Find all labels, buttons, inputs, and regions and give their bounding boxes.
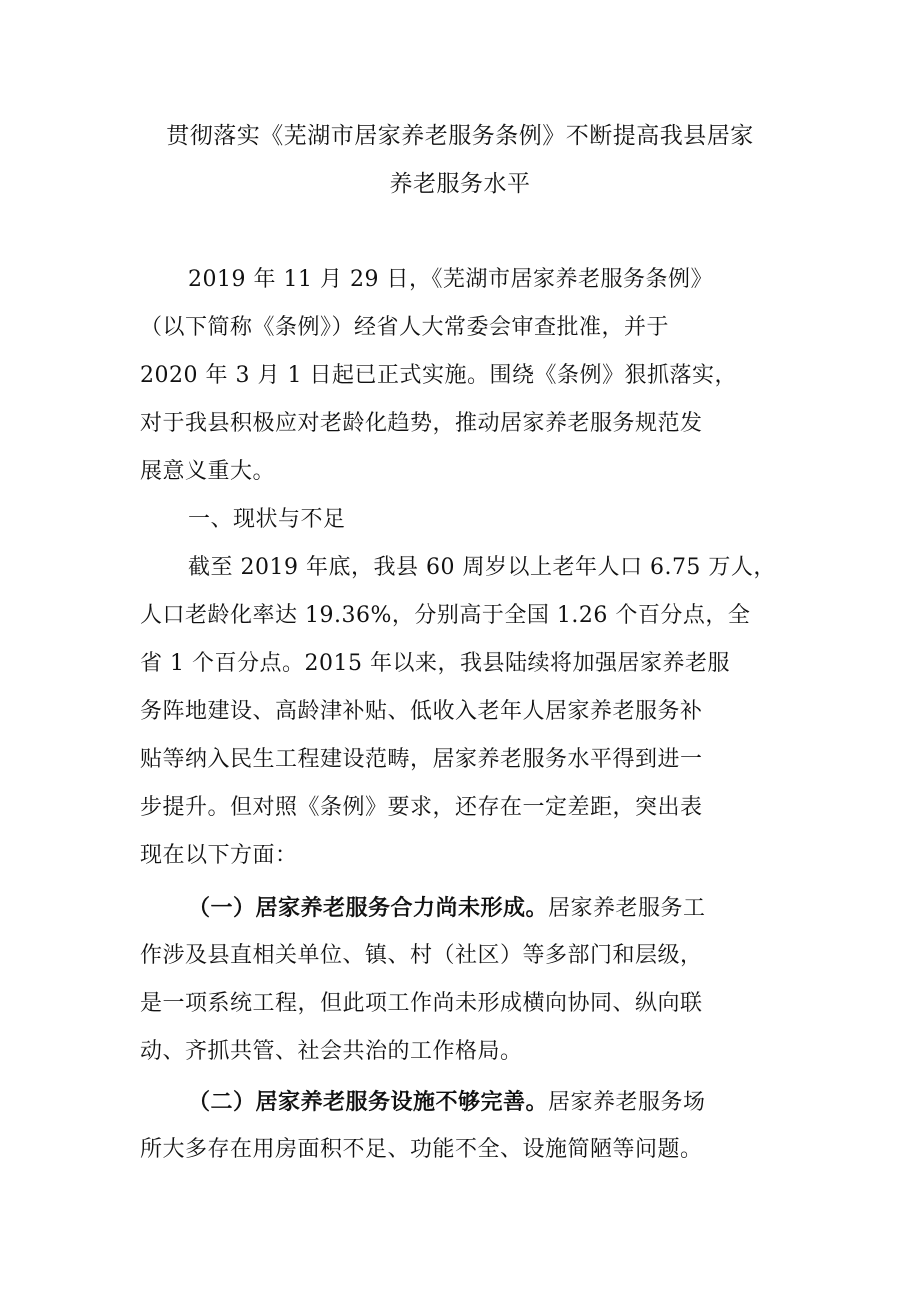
status-line: 人口老龄化率达 19.36%，分别高于全国 1.26 个百分点，全: [140, 603, 751, 628]
title-line-2: 养老服务水平: [389, 171, 531, 197]
intro-paragraph: [140, 256, 790, 496]
intro-line: 2019 年 11 月 29 日，《芜湖市居家养老服务条例》: [188, 267, 713, 292]
item-1-text: 居家养老服务工: [548, 896, 706, 921]
item-2-text: 居家养老服务场: [548, 1090, 706, 1115]
item-1-line: 是一项系统工程，但此项工作尚未形成横向协同、纵向联: [140, 991, 703, 1016]
status-line: 截至 2019 年底，我县 60 周岁以上老年人口 6.75 万人，: [188, 555, 776, 580]
status-line: 贴等纳入民生工程建设范畴，居家养老服务水平得到进一: [140, 747, 703, 772]
item-1-line: 作涉及县直相关单位、镇、村（社区）等多部门和层级，: [140, 943, 703, 968]
intro-line: 2020 年 3 月 1 日起已正式实施。围绕《条例》狠抓落实，: [140, 363, 737, 388]
item-2-paragraph: [140, 1078, 790, 1174]
status-line: 省 1 个百分点。2015 年以来，我县陆续将加强居家养老服: [140, 651, 730, 676]
item-1-paragraph: [140, 884, 790, 1076]
intro-line: 对于我县积极应对老龄化趋势，推动居家养老服务规范发: [140, 411, 703, 436]
title-line-1: 贯彻落实《芜湖市居家养老服务条例》不断提高我县居家: [166, 123, 754, 149]
item-1-heading: （一）居家养老服务合力尚未形成。: [188, 895, 549, 921]
item-2-line: 所大多存在用房面积不足、功能不全、设施简陋等问题。: [140, 1137, 703, 1162]
status-paragraph: [140, 544, 790, 880]
status-line: 现在以下方面：: [140, 843, 298, 868]
status-line: 步提升。但对照《条例》要求，还存在一定差距，突出表: [140, 795, 703, 820]
document-title: [90, 112, 830, 208]
intro-line: 展意义重大。: [140, 459, 276, 484]
item-1-first-line: [140, 884, 790, 932]
status-line: 务阵地建设、高龄津补贴、低收入老年人居家养老服务补: [140, 699, 703, 724]
intro-line: （以下简称《条例》）经省人大常委会审查批准，并于: [140, 315, 670, 340]
item-1-line: 动、齐抓共管、社会共治的工作格局。: [140, 1039, 523, 1064]
item-2-first-line: [140, 1078, 790, 1126]
section-heading-text: 一、现状与不足: [188, 507, 346, 532]
item-2-heading: （二）居家养老服务设施不够完善。: [188, 1089, 549, 1115]
section-heading: [140, 496, 790, 544]
